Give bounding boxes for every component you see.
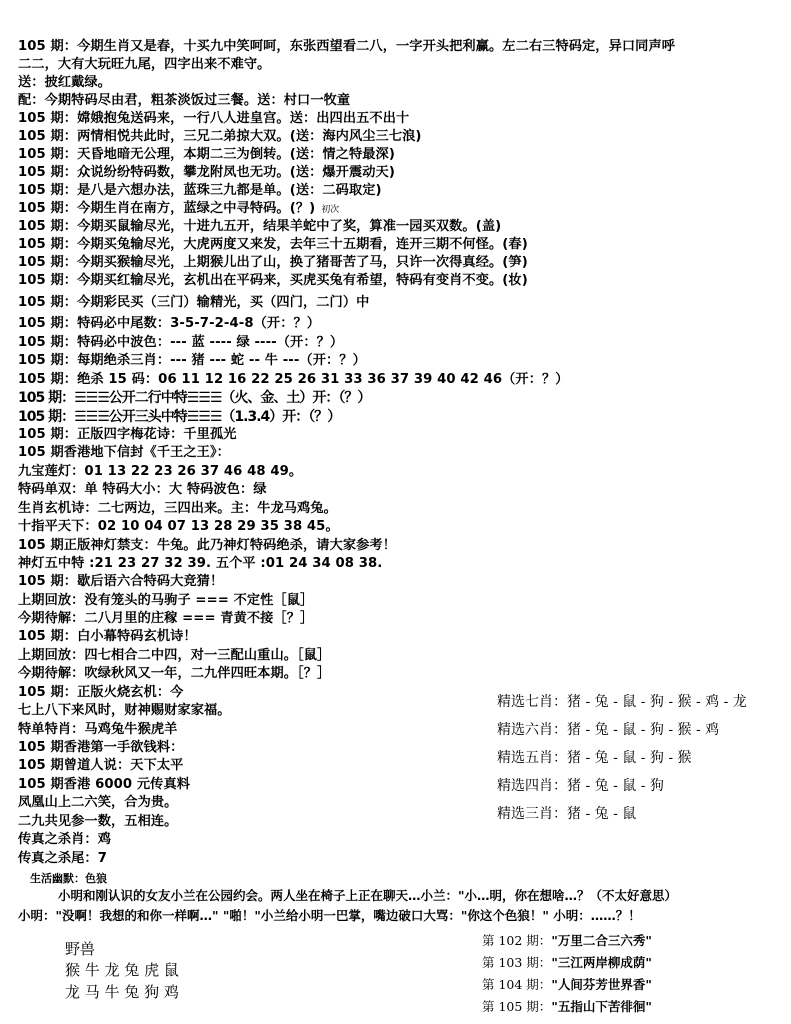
text-line: 特单特肖：马鸡兔牛猴虎羊: [18, 722, 178, 737]
text-line: 105 期：每期绝杀三肖：--- 猪 --- 蛇 -- 牛 ---（开：？）: [18, 353, 366, 368]
period-label: 第 105 期：: [482, 999, 552, 1014]
text-line: 配：今期特码尽由君，粗茶淡饭过三餐。送：村口一牧童: [18, 93, 351, 108]
story-line: 小明和刚认识的女友小兰在公园约会。两人坐在椅子上正在聊天…小兰："小…明，你在想啥…？（不太好意思）: [58, 888, 678, 903]
text-line: 105 期正版神灯禁支：牛兔。此乃神灯特码绝杀，请大家参考！: [18, 538, 396, 553]
period-quote: "人间芬芳世界香": [551, 977, 652, 992]
text-line: 105 期：天昏地暗无公理，本期二三为倒转。(送：情之特最深): [18, 147, 395, 162]
period-line: [482, 933, 652, 949]
humor-title: 生活幽默：色狼: [30, 872, 107, 885]
period-quote: "万里二合三六秀": [551, 933, 652, 948]
story-line: 小明："没啊！我想的和你一样啊…" "啪！"小兰给小明一巴掌，嘴边破口大骂："你这个色狼！" 小明：……？！: [18, 908, 641, 923]
text-line: 送：披红戴绿。: [18, 75, 112, 90]
text-line: 生肖玄机诗：二七两边，三四出来。主：牛龙马鸡兔。: [18, 501, 337, 516]
text-line: 105 期香港 6000 元传真料: [18, 777, 191, 792]
text-line: 九宝莲灯：01 13 22 23 26 37 46 48 49。: [18, 464, 303, 479]
text-line: 105 期：☰☰☰公开二行中特☰☰☰（火、金、土）开：（？）: [18, 390, 371, 406]
text-line: 105 期：正版四字梅花诗：千里孤光: [18, 427, 237, 442]
text-line: 105 期：正版火烧玄机：今: [18, 685, 184, 700]
text-line: 105 期香港第一手欲钱料：: [18, 740, 184, 755]
text-line: 105 期：嫦娥抱兔送码来，一行八人进皇宫。送：出四出五不出十: [18, 111, 410, 126]
beast-row: 龙 马 牛 兔 狗 鸡: [65, 983, 179, 1001]
text-line: 特码单双：单 特码大小：大 特码波色：绿: [18, 482, 267, 497]
period-line: [482, 955, 652, 971]
faint-note: 初次: [321, 205, 340, 215]
text-line: 今期待解：吹绿秋风又一年，二九伴四旺本期。［？］: [18, 666, 331, 681]
text-line: 上期回放：没有笼头的马驹子 === 不定性［鼠］: [18, 593, 314, 608]
period-label: 第 102 期：: [482, 933, 552, 948]
text-line: 七上八下来风时，财神赐财家家福。: [18, 703, 231, 718]
period-label: 第 103 期：: [482, 955, 552, 970]
period-label: 第 104 期：: [482, 977, 552, 992]
text-line: 105 期：今期生肖又是春，十买九中笑呵呵，东张西望看二八，一字开头把利赢。左二右三特码定，异口同声呼: [18, 39, 676, 54]
period-quote: "三江两岸柳成荫": [551, 955, 652, 970]
text-line: 105 期：众说纷纷特码数，攀龙附凤也无功。(送：爆开震动天): [18, 165, 395, 180]
text-line: 105 期：今期买猴输尽光，上期猴儿出了山，换了猪哥苦了马，只许一次得真经。(笋): [18, 255, 528, 270]
text-line: 传真之杀肖：鸡: [18, 832, 112, 847]
text-line: 上期回放：四七相合二中四，对一三配山重山。［鼠］: [18, 648, 331, 663]
text-line: 105 期：今期买红输尽光，玄机出在平码来，买虎买兔有希望，特码有变肖不变。(妆): [18, 273, 528, 288]
jingxuan-line: 精选三肖：猪 - 兔 - 鼠: [497, 806, 637, 822]
text-line: 105 期：绝杀 15 码：06 11 12 16 22 25 26 31 33 36 37 39 40 42 46（开：？）: [18, 372, 569, 387]
text-line: 105 期：两情相悦共此时，三兄二弟掠大双。(送：海内风尘三七浪): [18, 129, 422, 144]
beast-row: 猴 牛 龙 兔 虎 鼠: [65, 961, 179, 979]
text-line: 十指平天下：02 10 04 07 13 28 29 35 38 45。: [18, 519, 339, 534]
text-line: 105 期曾道人说：天下太平: [18, 758, 184, 773]
beast-title: 野兽: [65, 940, 96, 958]
text-line: 凤凰山上二六笑，合为贵。: [18, 795, 178, 810]
text-line: 105 期香港地下信封《千王之王》：: [18, 445, 230, 460]
text-line: 二二，大有大玩旺九尾，四字出来不难守。: [18, 57, 271, 72]
jingxuan-line: 精选六肖：猪 - 兔 - 鼠 - 狗 - 猴 - 鸡: [497, 722, 720, 738]
text-line-main: 105 期：今期生肖在南方，蓝绿之中寻特码。(？): [18, 201, 316, 216]
text-line: 105 期：今期买鼠输尽光，十进九五开，结果羊蛇中了奖，算准一园买双数。(盖): [18, 219, 502, 234]
text-line: 105 期：特码必中尾数：3-5-7-2-4-8（开：？）: [18, 316, 321, 331]
text-line: 105 期：☰☰☰公开三头中特☰☰☰（1.3.4）开：（？）: [18, 409, 341, 425]
text-line: 神灯五中特 :21 23 27 32 39. 五个平 :01 24 34 08 38.: [18, 556, 383, 571]
text-line: 105 期：今期彩民买（三门）输精光，买（四门，二门）中: [18, 295, 370, 310]
text-line: 传真之杀尾：7: [18, 851, 108, 866]
text-line: 105 期：是八是六想办法，蓝珠三九都是单。(送：二码取定): [18, 183, 382, 198]
jingxuan-line: 精选四肖：猪 - 兔 - 鼠 - 狗: [497, 778, 664, 794]
text-line: 今期待解：二八月里的庄稼 === 青黄不接［？］: [18, 611, 314, 626]
jingxuan-line: 精选五肖：猪 - 兔 - 鼠 - 狗 - 猴: [497, 750, 692, 766]
text-line: 105 期：白小幕特码玄机诗！: [18, 629, 197, 644]
text-line: 二九共见参一数，五相连。: [18, 814, 178, 829]
period-line: [482, 977, 652, 993]
text-line: [18, 200, 339, 219]
jingxuan-line: 精选七肖：猪 - 兔 - 鼠 - 狗 - 猴 - 鸡 - 龙: [497, 694, 747, 710]
text-line: 105 期：今期买兔输尽光，大虎两度又来发，去年三十五期看，连开三期不何怪。(春): [18, 237, 528, 252]
period-quote: "五指山下苦徘徊": [551, 999, 652, 1014]
text-line: 105 期：歇后语六合特码大竞猜！: [18, 574, 224, 589]
text-line: 105 期：特码必中波色：--- 蓝 ---- 绿 ----（开：？）: [18, 335, 344, 350]
period-line: [482, 999, 652, 1015]
